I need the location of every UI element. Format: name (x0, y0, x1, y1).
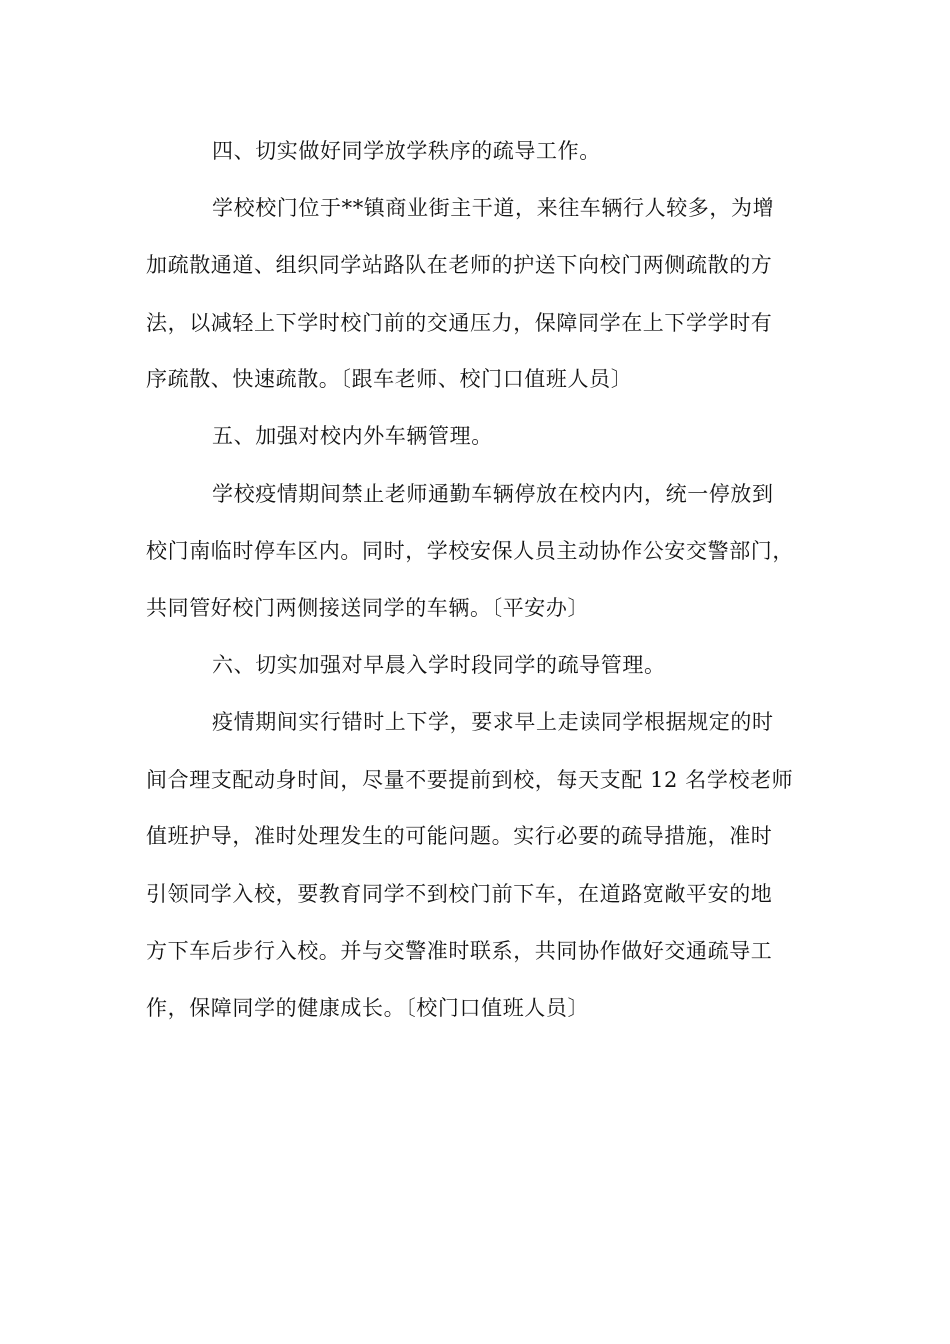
paragraph-line: 疫情期间实行错时上下学，要求早上走读同学根据规定的时 (212, 710, 774, 734)
paragraph-line: 学校校门位于**镇商业街主干道，来往车辆行人较多，为增 (212, 196, 775, 220)
section-heading-six: 六、切实加强对早晨入学时段同学的疏导管理。 (212, 653, 666, 677)
paragraph-line: 加疏散通道、组织同学站路队在老师的护送下向校门两侧疏散的方 (146, 253, 773, 277)
paragraph-line: 引领同学入校，要教育同学不到校门前下车，在道路宽敞平安的地 (146, 882, 773, 906)
paragraph-line: 学校疫情期间禁止老师通勤车辆停放在校内内，统一停放到 (212, 482, 774, 506)
paragraph-line: 法，以减轻上下学时校门前的交通压力，保障同学在上下学学时有 (146, 311, 773, 335)
paragraph-line: 间合理支配动身时间，尽量不要提前到校，每天支配 12 名学校老师 (146, 768, 794, 792)
section-heading-five: 五、加强对校内外车辆管理。 (212, 424, 493, 448)
section-heading-four: 四、切实做好同学放学秩序的疏导工作。 (212, 139, 601, 163)
paragraph-line: 校门南临时停车区内。同时，学校安保人员主动协作公安交警部门， (146, 539, 794, 563)
paragraph-line: 方下车后步行入校。并与交警准时联系，共同协作做好交通疏导工 (146, 939, 773, 963)
paragraph-line: 序疏散、快速疏散。〔跟车老师、校门口值班人员〕 (146, 367, 633, 391)
paragraph-line: 值班护导，准时处理发生的可能问题。实行必要的疏导措施，准时 (146, 824, 773, 848)
paragraph-line: 共同管好校门两侧接送同学的车辆。〔平安办〕 (146, 596, 590, 620)
paragraph-line: 作，保障同学的健康成长。〔校门口值班人员〕 (146, 996, 590, 1020)
